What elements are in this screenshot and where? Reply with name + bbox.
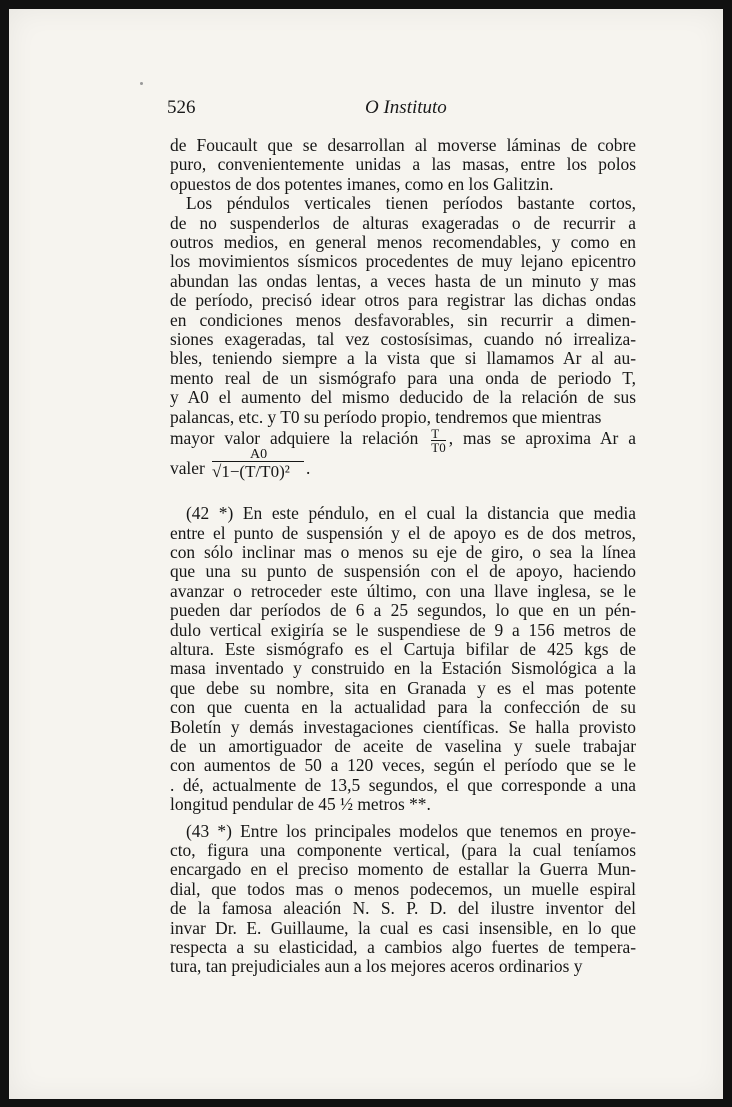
text-line: siones exageradas, tal vez costosísimas, cuando nó irrealiza- xyxy=(170,329,636,350)
formula-fraction xyxy=(212,445,302,495)
relation-fraction xyxy=(431,427,445,454)
text-line: cto, figura una componente vertical, (para la cual teníamos xyxy=(170,840,636,860)
formula-denominator: √1−(T/T0)² xyxy=(212,462,290,482)
paragraph-43 xyxy=(170,822,636,977)
fraction-denominator: T0 xyxy=(431,440,446,456)
text-line: (43 *) Entre los principales modelos que tenemos en proye- xyxy=(186,820,636,841)
text-line: respecta a su elasticidad, a cambios algo fuertes de tempera- xyxy=(170,937,636,958)
text-line: que una su punto de suspensión con el de apoyo, haciendo xyxy=(170,561,636,582)
page-number: 526 xyxy=(167,97,196,118)
body-text xyxy=(170,136,636,977)
text-line: puro, convenientemente unidas a las masas, entre los polos xyxy=(170,154,636,175)
text-line: de período, precisó idear otros para registrar las dichas ondas xyxy=(170,290,636,311)
text-line: con que cuenta en la actualidad para la confección de su xyxy=(170,697,636,718)
text-line: masa inventado y construido en la Estación Sismológica a la xyxy=(170,658,636,679)
text-line: Los péndulos verticales tienen períodos bastante cortos, xyxy=(186,193,636,214)
text-line: de Foucault que se desarrollan al moverse láminas de cobre xyxy=(170,135,636,155)
text-line: encargado en el preciso momento de estallar la Guerra Mun- xyxy=(170,859,636,880)
paragraph-2 xyxy=(170,194,636,427)
formula-end: . xyxy=(306,458,311,479)
text-line: de la famosa aleación N. S. P. D. del ilustre inventor del xyxy=(170,898,636,919)
text-line: palancas, etc. y T0 su período propio, tendremos que mientras xyxy=(170,406,602,427)
text-line: dial, que todos mas o menos podecemos, un muelle espiral xyxy=(170,878,636,899)
text-line: con sólo inclinar mas o menos su eje de giro, o sea la línea xyxy=(170,541,636,562)
running-title: O Instituto xyxy=(365,97,447,118)
text-line: (42 *) En este péndulo, en el cual la distancia que media xyxy=(186,503,636,524)
paragraph-42 xyxy=(170,504,636,815)
relation-text: mayor valor adquiere la relación xyxy=(170,428,419,449)
formula-valer xyxy=(170,447,636,497)
text-line: de un amortiguador de aceite de vaselina y suele trabajar xyxy=(170,735,636,756)
text-line: de no suspenderlos de alturas exageradas o de recurrir a xyxy=(170,212,636,233)
text-line: avanzar o retroceder este último, con una llave inglesa, se le xyxy=(170,580,636,601)
fraction-numerator: T xyxy=(431,426,440,442)
valer-word: valer xyxy=(170,458,205,479)
speck-mark xyxy=(140,82,143,85)
text-line: pueden dar períodos de 6 a 25 segundos, lo que en un pén- xyxy=(170,600,636,621)
text-line: con aumentos de 50 a 120 veces, según el período que se le xyxy=(170,755,636,776)
text-line: opuestos de dos potentes imanes, como en los Galitzin. xyxy=(170,173,554,194)
text-line: los movimientos sísmicos procedentes de muy lejano epicentro xyxy=(170,251,636,272)
page-header xyxy=(167,97,637,121)
relation-text-after: , mas se aproxima Ar a xyxy=(448,428,636,449)
text-line: dulo vertical exigiría se le suspendiese de 9 a 156 metros de xyxy=(170,619,636,640)
text-line: en condiciones menos desfavorables, sin recurrir a dimen- xyxy=(170,309,636,330)
text-line: bles, teniendo siempre a la vista que si llamamos Ar al au- xyxy=(170,348,636,369)
text-line: y A0 el aumento del mismo deducido de la relación de sus xyxy=(170,387,636,408)
page xyxy=(9,9,723,1099)
text-line: invar Dr. E. Guillaume, la cual es casi insensible, en lo que xyxy=(170,917,636,938)
paragraph-1 xyxy=(170,136,636,194)
text-line: Boletín y demás investagaciones científicas. Se halla provisto xyxy=(170,716,636,737)
text-line: outros medios, en general menos recomendables, y como en xyxy=(170,232,636,253)
text-line: longitud pendular de 45 ½ metros **. xyxy=(170,794,431,815)
formula-numerator: A0 xyxy=(250,447,268,463)
text-line: abundan las ondas lentas, a veces hasta de un minuto y mas xyxy=(170,270,636,291)
text-line: entre el punto de suspensión y el de apoyo es de dos metros, xyxy=(170,522,636,543)
text-line: que debe su nombre, sita en Granada y es el mas potente xyxy=(170,677,636,698)
text-line: tura, tan prejudiciales aun a los mejores aceros ordinarios y xyxy=(170,956,583,977)
text-line: . dé, actualmente de 13,5 segundos, el que corresponde a una xyxy=(170,774,636,795)
text-line: mento real de un sismógrafo para una onda de periodo T, xyxy=(170,367,636,388)
text-line: altura. Este sismógrafo es el Cartuja bifilar de 425 kgs de xyxy=(170,638,636,659)
